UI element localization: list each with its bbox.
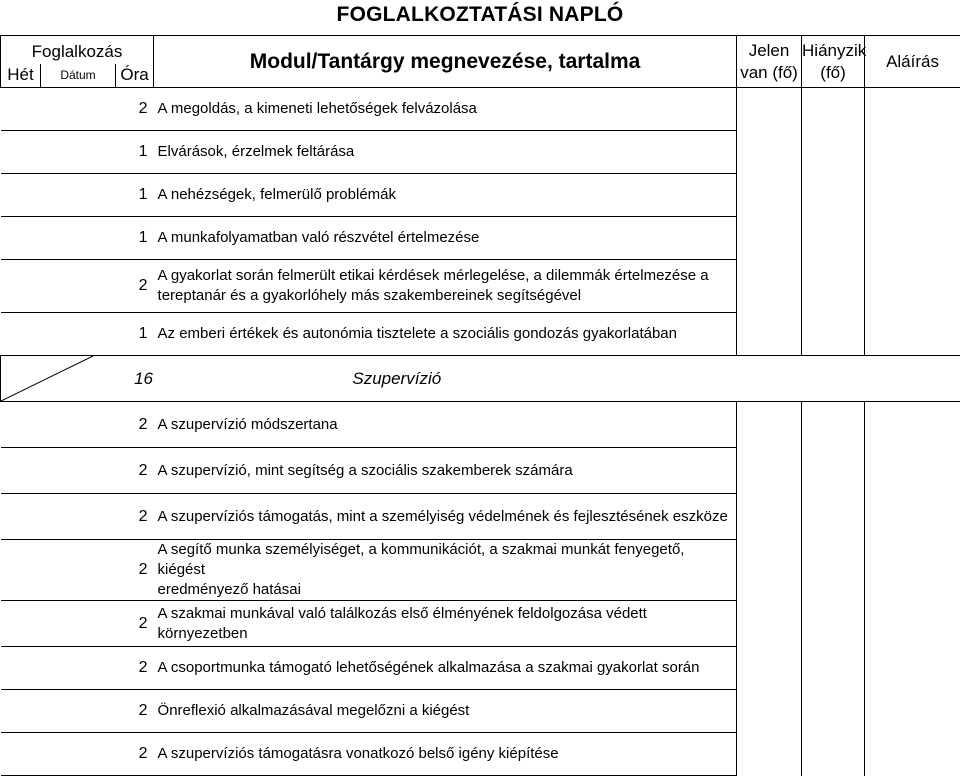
alairas-cell — [865, 402, 960, 448]
row-hours: 2 — [1, 448, 154, 494]
row-text: A szupervíziós támogatás, mint a személyiség védelmének és fejlesztésének eszköze — [154, 494, 737, 540]
row-text-line2: tereptanár és a gyakorlóhely más szakembereinek segítségével — [157, 287, 582, 304]
hianyzik-cell — [802, 690, 865, 733]
jelen-cell — [737, 217, 802, 260]
row-text: A megoldás, a kimeneti lehetőségek felvázolása — [154, 88, 737, 131]
hianyzik-cell — [802, 402, 865, 448]
header-datum: Dátum — [41, 64, 116, 88]
hianyzik-cell — [802, 733, 865, 776]
table-row — [1, 217, 960, 260]
row-text — [154, 540, 737, 601]
header-hianyzik — [802, 36, 865, 88]
row-text: A szupervízió módszertana — [154, 402, 737, 448]
row-hours: 2 — [1, 690, 154, 733]
alairas-cell — [865, 131, 960, 174]
row-text: Az emberi értékek és autonómia tisztelete a szociális gondozás gyakorlatában — [154, 313, 737, 356]
row-hours: 1 — [1, 217, 154, 260]
jelen-cell — [737, 260, 802, 313]
hianyzik-cell — [802, 448, 865, 494]
table-row — [1, 174, 960, 217]
table-row — [1, 647, 960, 690]
header-jelen-line1: Jelen — [748, 40, 790, 60]
jelen-cell — [737, 313, 802, 356]
header-modul: Modul/Tantárgy megnevezése, tartalma — [154, 36, 737, 88]
jelen-cell — [737, 88, 802, 131]
table-row — [1, 494, 960, 540]
row-hours: 2 — [1, 402, 154, 448]
header-het: Hét — [1, 64, 41, 88]
row-text-line1: A gyakorlat során felmerült etikai kérdések mérlegelése, a dilemmák értelmezése a — [157, 267, 709, 284]
row-text: A szupervíziós támogatásra vonatkozó belső igény kiépítése — [154, 733, 737, 776]
hianyzik-cell — [802, 313, 865, 356]
table-row — [1, 88, 960, 131]
jelen-cell — [737, 540, 802, 601]
table-row — [1, 733, 960, 776]
row-text-line2: eredményező hatásai — [157, 581, 301, 598]
schedule-table — [0, 35, 960, 776]
hianyzik-cell — [802, 494, 865, 540]
jelen-cell — [737, 647, 802, 690]
jelen-cell — [737, 601, 802, 647]
hianyzik-cell — [802, 131, 865, 174]
alairas-cell — [865, 174, 960, 217]
jelen-cell — [737, 733, 802, 776]
header-jelen-line2: van (fő) — [740, 62, 798, 82]
header-jelen — [737, 36, 802, 88]
row-text: Önreflexió alkalmazásával megelőzni a kiégést — [154, 690, 737, 733]
row-hours: 2 — [1, 494, 154, 540]
alairas-cell — [865, 540, 960, 601]
alairas-cell — [865, 217, 960, 260]
header-hianyzik-line2: (fő) — [820, 62, 846, 82]
alairas-cell — [865, 88, 960, 131]
jelen-cell — [737, 448, 802, 494]
table-row — [1, 402, 960, 448]
row-hours: 1 — [1, 313, 154, 356]
section-row — [1, 356, 960, 402]
section-title-cell — [154, 356, 960, 402]
hianyzik-cell — [802, 647, 865, 690]
hianyzik-cell — [802, 217, 865, 260]
alairas-cell — [865, 260, 960, 313]
table-row — [1, 131, 960, 174]
table-row — [1, 260, 960, 313]
hianyzik-cell — [802, 174, 865, 217]
table-row — [1, 690, 960, 733]
header-hianyzik-line1: Hiányzik — [802, 40, 867, 60]
hianyzik-cell — [802, 260, 865, 313]
jelen-cell — [737, 494, 802, 540]
header-ora: Óra — [116, 64, 154, 88]
alairas-cell — [865, 601, 960, 647]
jelen-cell — [737, 174, 802, 217]
alairas-cell — [865, 733, 960, 776]
jelen-cell — [737, 402, 802, 448]
row-hours: 2 — [1, 601, 154, 647]
row-hours: 2 — [1, 647, 154, 690]
row-text: A szakmai munkával való találkozás első élményének feldolgozása védett környezetben — [154, 601, 737, 647]
document-title: FOGLALKOZTATÁSI NAPLÓ — [336, 3, 624, 26]
header-foglalkozas: Foglalkozás — [1, 36, 154, 64]
table-row — [1, 540, 960, 601]
alairas-cell — [865, 448, 960, 494]
table-row — [1, 601, 960, 647]
row-hours: 2 — [1, 260, 154, 313]
row-text-line1: A segítő munka személyiséget, a kommunikációt, a szakmai munkát fenyegető, kiégést — [157, 541, 685, 578]
hianyzik-cell — [802, 601, 865, 647]
section-title: Szupervízió — [352, 368, 442, 388]
row-text: Elvárások, érzelmek feltárása — [154, 131, 737, 174]
table-row — [1, 448, 960, 494]
alairas-cell — [865, 647, 960, 690]
alairas-cell — [865, 313, 960, 356]
row-hours: 1 — [1, 174, 154, 217]
row-text: A munkafolyamatban való részvétel értelmezése — [154, 217, 737, 260]
row-text — [154, 260, 737, 313]
table-row — [1, 313, 960, 356]
jelen-cell — [737, 690, 802, 733]
row-text: A csoportmunka támogató lehetőségének alkalmazása a szakmai gyakorlat során — [154, 647, 737, 690]
row-hours: 2 — [1, 733, 154, 776]
row-hours: 2 — [1, 88, 154, 131]
alairas-cell — [865, 494, 960, 540]
row-text: A szupervízió, mint segítség a szociális szakemberek számára — [154, 448, 737, 494]
section-hours: 16 — [134, 369, 153, 388]
hianyzik-cell — [802, 540, 865, 601]
section-hours-cell — [1, 356, 154, 402]
hianyzik-cell — [802, 88, 865, 131]
row-text: A nehézségek, felmerülő problémák — [154, 174, 737, 217]
header-alairas: Aláírás — [865, 36, 960, 88]
jelen-cell — [737, 131, 802, 174]
row-hours: 1 — [1, 131, 154, 174]
row-hours: 2 — [1, 540, 154, 601]
alairas-cell — [865, 690, 960, 733]
